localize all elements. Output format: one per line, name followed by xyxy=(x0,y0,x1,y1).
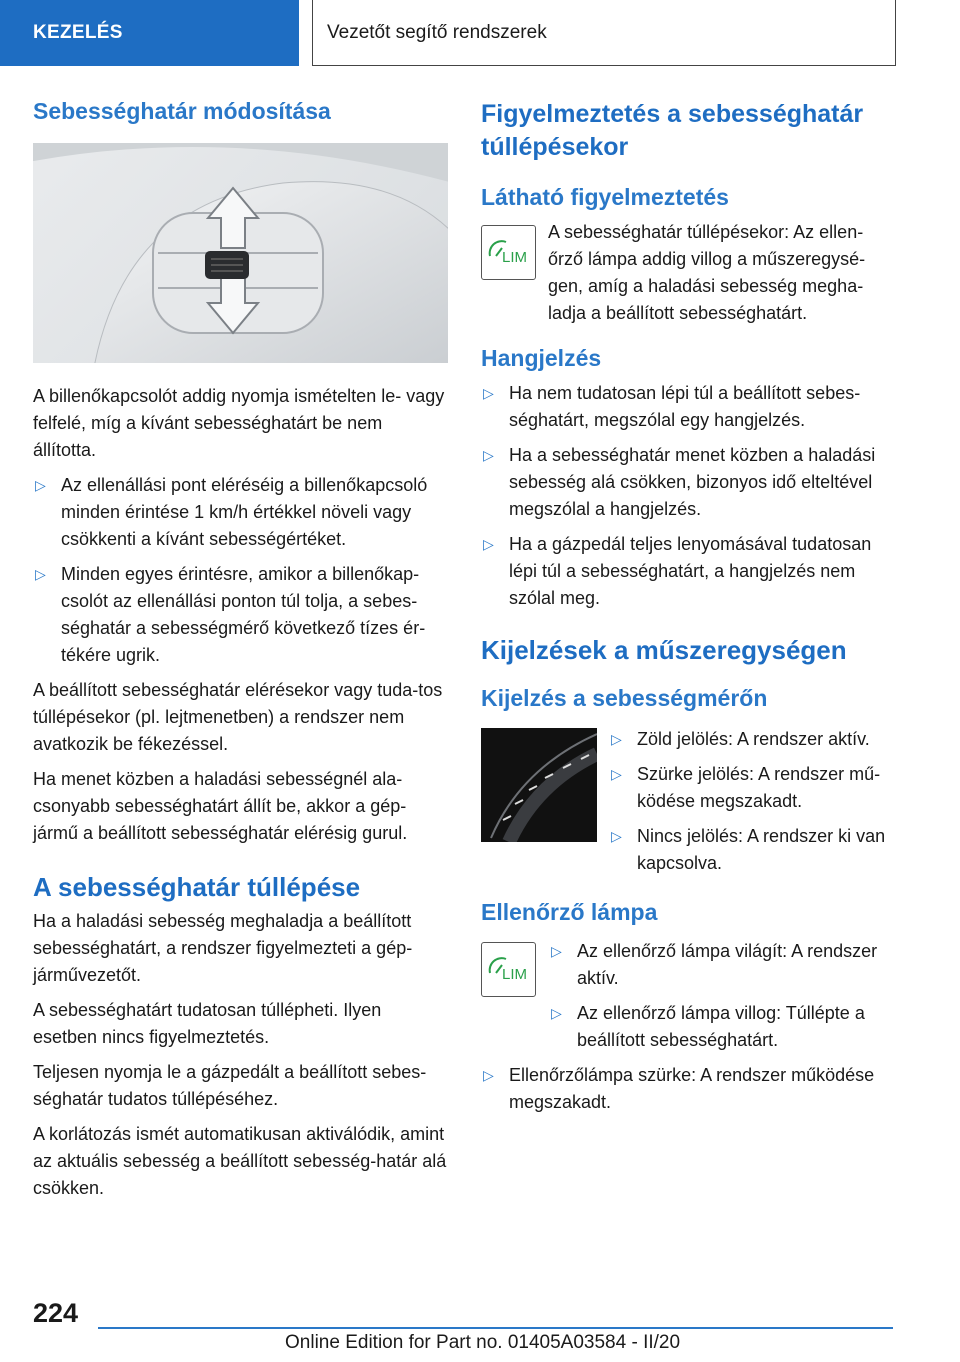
steering-wheel-switch-image xyxy=(33,143,448,363)
triangle-bullet-icon: ▷ xyxy=(483,447,494,463)
triangle-bullet-icon: ▷ xyxy=(483,536,494,552)
indicator-lamp-block xyxy=(481,938,896,1054)
list-item: ▷ Az ellenőrző lámpa világít: A rendszer aktív. xyxy=(549,938,896,992)
page-header xyxy=(0,0,960,66)
heading-instrument-displays: Kijelzések a műszeregységen xyxy=(481,635,847,665)
left-column xyxy=(33,98,448,1202)
triangle-bullet-icon: ▷ xyxy=(611,766,622,782)
paragraph-lower: Ha menet közben a haladási sebességnél ala-csonyabb sebességhatárt állít be, akkor a gép-jármű a beállított sebességhatár elérésig gurul. xyxy=(33,769,408,843)
paragraph-reach: A beállított sebességhatár elérésekor vagy tuda-tos túllépésekor (pl. lejtmenetben) a rendszer nem avatkozik be fékezéssel. xyxy=(33,680,443,754)
list-item: ▷ Ha a sebességhatár menet közben a haladási sebesség alá csökken, bizonyos idő elteltével megszólal a hangjelzés. xyxy=(481,442,896,523)
list-item: ▷ Szürke jelölés: A rendszer mű-ködése megszakadt. xyxy=(609,761,896,815)
triangle-bullet-icon: ▷ xyxy=(551,1005,562,1021)
right-column xyxy=(481,98,896,1116)
page-number: 224 xyxy=(33,1298,79,1328)
list-item: ▷ Az ellenőrző lámpa villog: Túllépte a beállított sebességhatárt. xyxy=(549,1000,896,1054)
triangle-bullet-icon: ▷ xyxy=(483,1067,494,1083)
heading-limit-warning: Figyelmeztetés a sebességhatár túllépésekor xyxy=(481,100,864,161)
heading-indicator-lamp: Ellenőrző lámpa xyxy=(481,899,658,925)
triangle-bullet-icon: ▷ xyxy=(611,731,622,747)
list-item: ▷ Ellenőrzőlámpa szürke: A rendszer működése megszakadt. xyxy=(481,1062,896,1116)
list-item: ▷ Az ellenállási pont eléréséig a billenőkapcsoló minden érintése 1 km/h értékkel növeli vagy csökkenti a kívánt sebességértéket. xyxy=(33,472,448,553)
paragraph-exceed-2: A sebességhatárt tudatosan túllépheti. Ilyen esetben nincs figyelmeztetés. xyxy=(33,1000,382,1047)
heading-modify-limit: Sebességhatár módosítása xyxy=(33,98,331,124)
paragraph-exceed-4: A korlátozás ismét automatikusan aktiválódik, amint az aktuális sebesség a beállított sebesség-határ alá csökken. xyxy=(33,1124,447,1198)
paragraph-exceed-1: Ha a haladási sebesség meghaladja a beállított sebességhatárt, a rendszer figyelmezteti a gép-járművezetőt. xyxy=(33,911,413,985)
triangle-bullet-icon: ▷ xyxy=(551,943,562,959)
speedometer-block xyxy=(481,726,896,877)
heading-acoustic-warning: Hangjelzés xyxy=(481,345,602,371)
triangle-bullet-icon: ▷ xyxy=(35,477,46,493)
modify-bullet-list xyxy=(33,472,448,669)
list-item: ▷ Nincs jelölés: A rendszer ki van kapcsolva. xyxy=(609,823,896,877)
lim-indicator-icon: LIM xyxy=(481,225,536,280)
triangle-bullet-icon: ▷ xyxy=(483,385,494,401)
list-item: ▷ Ha a gázpedál teljes lenyomásával tudatosan lépi túl a sebességhatárt, a hangjelzés nem szólal meg. xyxy=(481,531,896,612)
heading-visual-warning: Látható figyelmeztetés xyxy=(481,184,729,210)
list-item: ▷ Ha nem tudatosan lépi túl a beállított sebes-séghatárt, megszólal egy hangjelzés. xyxy=(481,380,896,434)
heading-exceed-limit: A sebességhatár túllépése xyxy=(33,872,361,902)
lim-indicator-icon: LIM xyxy=(481,942,536,997)
visual-warning-block xyxy=(481,219,896,327)
chapter-title: Vezetőt segítő rendszerek xyxy=(312,0,896,66)
heading-speedometer-display: Kijelzés a sebességmérőn xyxy=(481,685,768,711)
edition-note: Online Edition for Part no. 01405A03584 - II/20 xyxy=(285,1332,681,1353)
steering-wheel-illustration xyxy=(33,143,448,363)
triangle-bullet-icon: ▷ xyxy=(35,566,46,582)
paragraph-visual-warning: A sebességhatár túllépésekor: Az ellen-őrző lámpa addig villog a műszeregysé-gen, amíg a haladási sebesség megha-ladja a beállított sebességhatárt. xyxy=(548,222,866,323)
section-title: KEZELÉS xyxy=(0,0,299,66)
acoustic-bullet-list xyxy=(481,380,896,612)
final-bullet-list xyxy=(481,1062,896,1116)
paragraph-intro: A billenőkapcsolót addig nyomja ismételten le- vagy felfelé, míg a kívánt sebességhatárt be nem állította. xyxy=(33,386,445,460)
indicator-lamp-bullet-list xyxy=(481,938,896,1054)
speedometer-image xyxy=(481,728,597,842)
list-item: ▷ Zöld jelölés: A rendszer aktív. xyxy=(609,726,896,753)
list-item: ▷ Minden egyes érintésre, amikor a billenőkap-csolót az ellenállási ponton túl tolja, a sebes-séghatár a sebességmérő következő tízes ér-tékére ugrik. xyxy=(33,561,448,669)
footer-divider xyxy=(98,1327,893,1329)
paragraph-exceed-3: Teljesen nyomja le a gázpedált a beállított sebes-séghatár tudatos túllépéséhez. xyxy=(33,1062,427,1109)
triangle-bullet-icon: ▷ xyxy=(611,828,622,844)
